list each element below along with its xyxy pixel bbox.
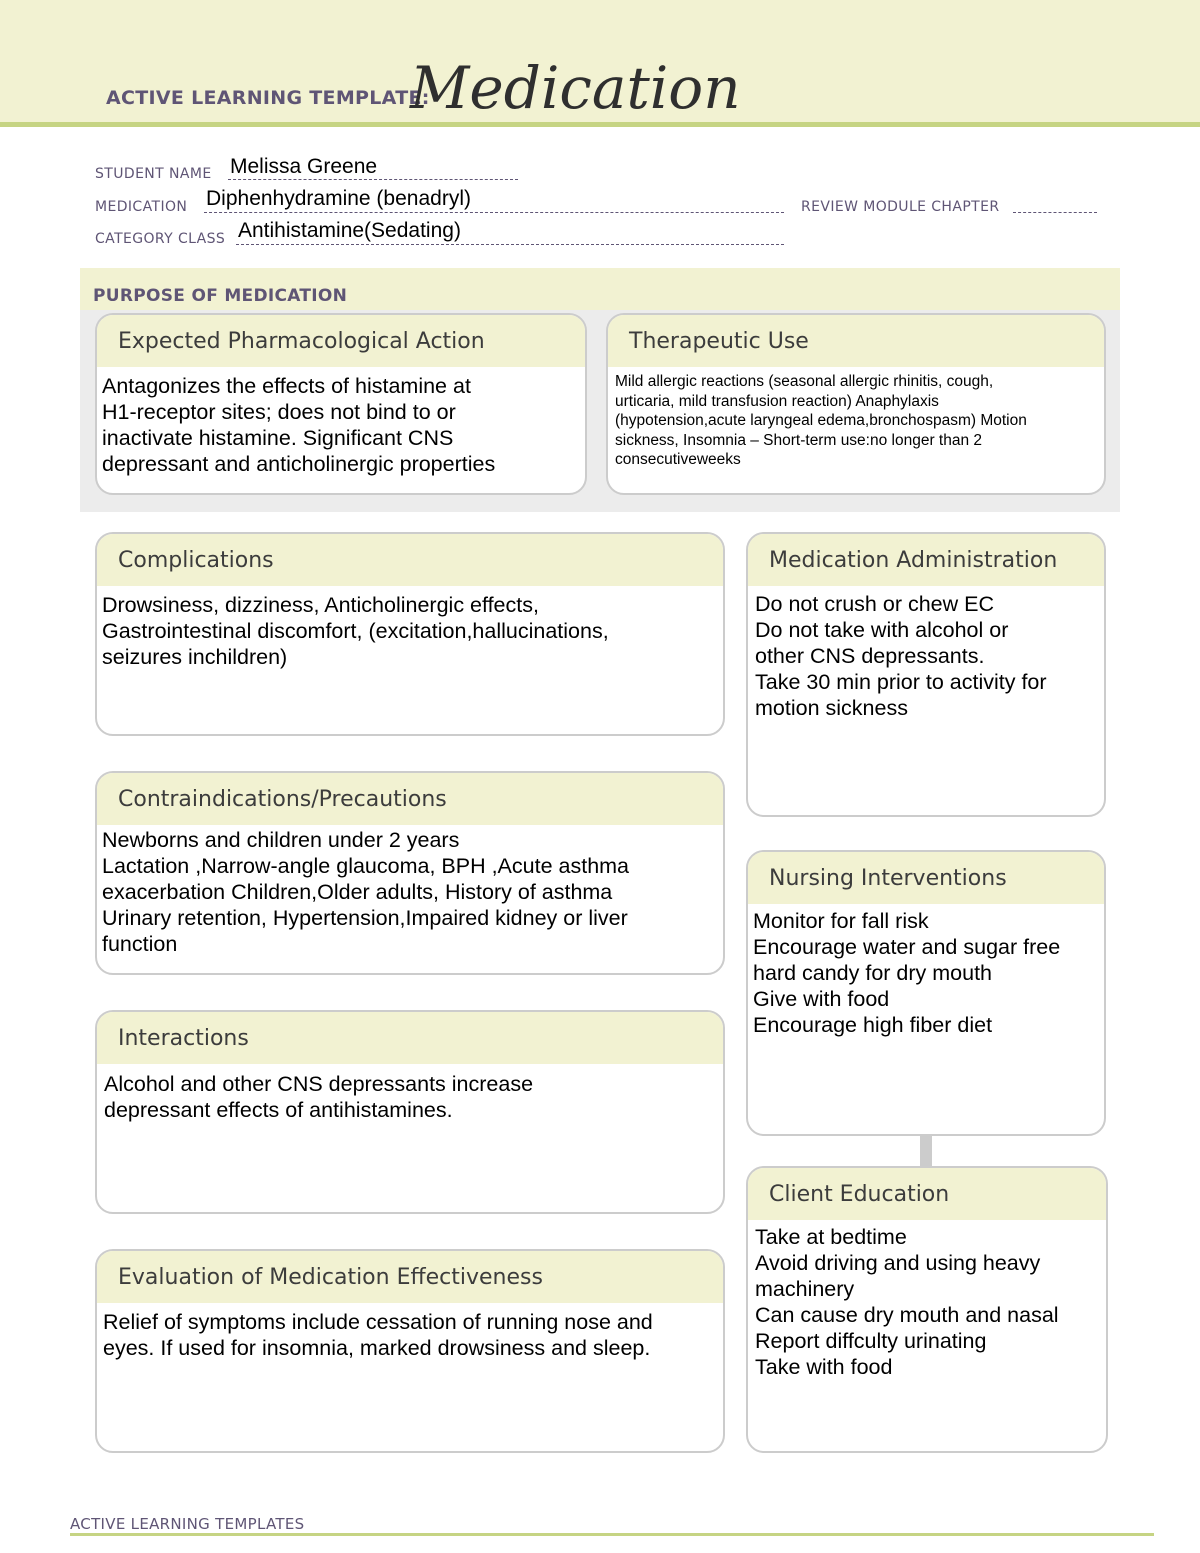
administration-card — [746, 532, 1106, 817]
interactions-text[interactable]: Alcohol and other CNS depressants increase depressant effects of antihistamines. — [104, 1072, 534, 1122]
evaluation-title: Evaluation of Medication Effectiveness — [97, 1251, 723, 1303]
client-education-title: Client Education — [748, 1168, 1106, 1220]
review-module-label: REVIEW MODULE CHAPTER — [801, 199, 1000, 215]
purpose-title: PURPOSE OF MEDICATION — [93, 286, 348, 306]
nursing-title: Nursing Interventions — [748, 852, 1104, 904]
client-education-card — [746, 1166, 1108, 1453]
client-education-text[interactable]: Take at bedtime Avoid driving and using heavy machinery Can cause dry mouth and nasal Report diffculty urinating Take with food — [755, 1225, 1059, 1379]
footer-rule — [70, 1533, 1154, 1536]
template-title: Medication — [410, 54, 741, 122]
expected-action-text[interactable]: Antagonizes the effects of histamine at H1-receptor sites; does not bind to or inactivate histamine. Significant CNS depressant and anticholinergic properties — [102, 374, 496, 476]
nursing-text[interactable]: Monitor for fall risk Encourage water and sugar free hard candy for dry mouth Give with food Encourage high fiber diet — [753, 909, 1061, 1037]
therapeutic-use-card — [606, 313, 1106, 495]
administration-text[interactable]: Do not crush or chew EC Do not take with alcohol or other CNS depressants. Take 30 min prior to activity for motion sickness — [755, 592, 1047, 720]
therapeutic-use-title: Therapeutic Use — [608, 315, 1104, 367]
contraindications-title: Contraindications/Precautions — [97, 773, 723, 825]
contraindications-card — [95, 771, 725, 975]
administration-title: Medication Administration — [748, 534, 1104, 586]
header-rule — [0, 122, 1200, 127]
evaluation-text[interactable]: Relief of symptoms include cessation of running nose and eyes. If used for insomnia, marked drowsiness and sleep. — [103, 1310, 653, 1360]
footer-label: ACTIVE LEARNING TEMPLATES — [70, 1515, 305, 1533]
student-name-label: STUDENT NAME — [95, 166, 212, 182]
interactions-card — [95, 1010, 725, 1214]
student-name-value[interactable]: Melissa Greene — [230, 155, 378, 178]
review-module-line[interactable] — [1013, 211, 1097, 213]
therapeutic-use-text[interactable]: Mild allergic reactions (seasonal allergic rhinitis, cough, urticaria, mild transfusion reaction) Anaphylaxis (hypotension,acute laryngeal edema,bronchospasm) Motion sickness, Insomnia – Short-term use:no longer than 2 consecutiveweeks — [615, 373, 1027, 469]
template-label: ACTIVE LEARNING TEMPLATE: — [106, 87, 430, 109]
interactions-title: Interactions — [97, 1012, 723, 1064]
category-class-line — [236, 243, 784, 245]
connector-bar — [920, 1136, 932, 1166]
nursing-card — [746, 850, 1106, 1136]
evaluation-card — [95, 1249, 725, 1453]
expected-action-title: Expected Pharmacological Action — [97, 315, 585, 367]
complications-text[interactable]: Drowsiness, dizziness, Anticholinergic effects, Gastrointestinal discomfort, (excitation,hallucinations, seizures inchildren) — [102, 593, 609, 669]
category-class-value[interactable]: Antihistamine(Sedating) — [238, 219, 461, 242]
expected-action-card — [95, 313, 587, 495]
medication-label: MEDICATION — [95, 199, 188, 215]
complications-title: Complications — [97, 534, 723, 586]
medication-line — [204, 211, 784, 213]
medication-value[interactable]: Diphenhydramine (benadryl) — [206, 187, 471, 210]
contraindications-text[interactable]: Newborns and children under 2 years Lactation ,Narrow-angle glaucoma, BPH ,Acute asthma exacerbation Children,Older adults, History of asthma Urinary retention, Hypertension,Impaired kidney or liver function — [102, 828, 630, 956]
complications-card — [95, 532, 725, 736]
category-class-label: CATEGORY CLASS — [95, 231, 226, 247]
